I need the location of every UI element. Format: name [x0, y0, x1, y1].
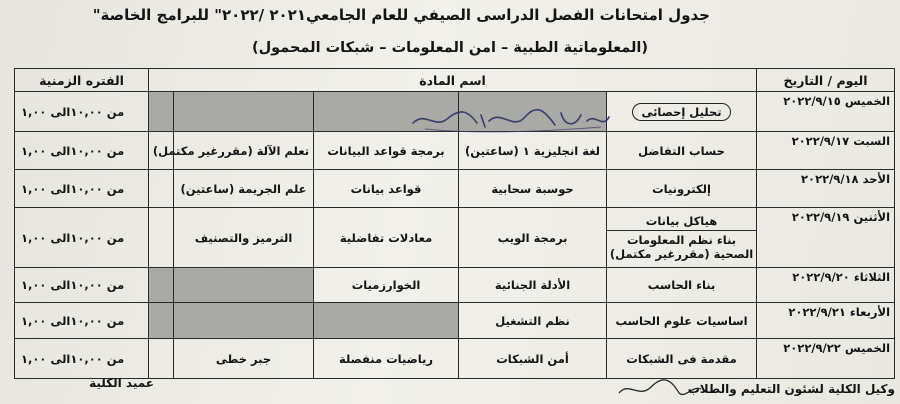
subject-cell: الأدلة الجنائية: [459, 268, 607, 303]
table-row: [15, 268, 895, 303]
subject-cell: بناء الحاسب: [607, 268, 757, 303]
subject-cell: إلكترونيات: [607, 170, 757, 208]
subject-cell: لغة انجليزية ١ (ساعتين): [459, 132, 607, 170]
subject-cell: حوسبة سحابية: [459, 170, 607, 208]
subject-cell: نظم التشغيل: [459, 303, 607, 339]
subject-cell: [607, 208, 757, 268]
header-subject: اسم المادة: [149, 69, 757, 92]
subject-cell-empty: [149, 339, 174, 379]
schedule-title: جدول امتحانات الفصل الدراسى الصيفي للعام الجامعي٢٠٢١ /٢٠٢٢" للبرامج الخاصة": [92, 6, 710, 24]
subject-cell-empty: [174, 268, 314, 303]
row-time: من ١٠,٠٠الى ١,٠٠: [15, 92, 149, 132]
subject-cell: مقدمة فى الشبكات: [607, 339, 757, 379]
row-time: من ١٠,٠٠الى ١,٠٠: [15, 303, 149, 339]
subject-cell: قواعد بيانات: [314, 170, 459, 208]
subject-cell-empty: [314, 303, 459, 339]
subject-cell: حساب التفاضل: [607, 132, 757, 170]
row-date: الخميس ٢٠٢٢/٩/٢٢: [757, 339, 895, 379]
row-date: الخميس ٢٠٢٢/٩/١٥: [757, 92, 895, 132]
dean-signature-label: عميد الكلية: [89, 376, 154, 390]
subject-cell: برمجة قواعد البيانات: [314, 132, 459, 170]
subject-line: بناء نظم المعلومات الصحية (مقررغير مكتمل): [607, 230, 756, 261]
vice-dean-signature-label: وكيل الكلية لشئون التعليم والطلاب: [687, 382, 895, 396]
row-time: من ١٠,٠٠الى ١,٠٠: [15, 208, 149, 268]
subject-cell-empty: [174, 303, 314, 339]
subject-cell: معادلات تفاضلية: [314, 208, 459, 268]
subject-cell: الخوارزميات: [314, 268, 459, 303]
row-time: من ١٠,٠٠الى ١,٠٠: [15, 132, 149, 170]
subject-line: هياكل بيانات: [645, 214, 718, 228]
header-date: اليوم / التاريخ: [757, 69, 895, 92]
table-row: [15, 303, 895, 339]
row-time: من ١٠,٠٠الى ١,٠٠: [15, 268, 149, 303]
programs-subtitle: (المعلوماتية الطبية – امن المعلومات – شبكات المحمول): [251, 40, 649, 56]
table-row: [15, 132, 895, 170]
subject-cell: رياضيات منفصلة: [314, 339, 459, 379]
subject-cell: [607, 92, 757, 132]
row-time: من ١٠,٠٠الى ١,٠٠: [15, 170, 149, 208]
subject-cell: اساسيات علوم الحاسب: [607, 303, 757, 339]
row-date: السبت ٢٠٢٢/٩/١٧: [757, 132, 895, 170]
subject-cell-empty: [149, 208, 174, 268]
subject-cell-empty: [174, 92, 314, 132]
table-row: [15, 170, 895, 208]
subject-cell-empty: [149, 170, 174, 208]
row-date: الثلاثاء ٢٠٢٢/٩/٢٠: [757, 268, 895, 303]
header-time: الفتره الزمنية: [15, 69, 149, 92]
table-row: [15, 339, 895, 379]
subject-cell: جبر خطى: [174, 339, 314, 379]
row-time: من ١٠,٠٠الى ١,٠٠: [15, 339, 149, 379]
subject-cell: تعلم الآلة (مقررغير مكتمل): [174, 132, 314, 170]
handwritten-note: [405, 103, 615, 135]
subject-cell: الترميز والتصنيف: [174, 208, 314, 268]
row-date: الأربعاء ٢٠٢٢/٩/٢١: [757, 303, 895, 339]
row-date: الأحد ٢٠٢٢/٩/١٨: [757, 170, 895, 208]
subject-cell-empty: [149, 268, 174, 303]
subject-cell: أمن الشبكات: [459, 339, 607, 379]
subject-cell-empty: [149, 92, 174, 132]
subject-cell: علم الجريمة (ساعتين): [174, 170, 314, 208]
subject-cell-empty: [149, 303, 174, 339]
row-date: الأثنين ٢٠٢٢/٩/١٩: [757, 208, 895, 268]
circled-subject: تحليل إحصائى: [632, 103, 730, 121]
table-row: [15, 208, 895, 268]
subject-cell: برمجة الويب: [459, 208, 607, 268]
